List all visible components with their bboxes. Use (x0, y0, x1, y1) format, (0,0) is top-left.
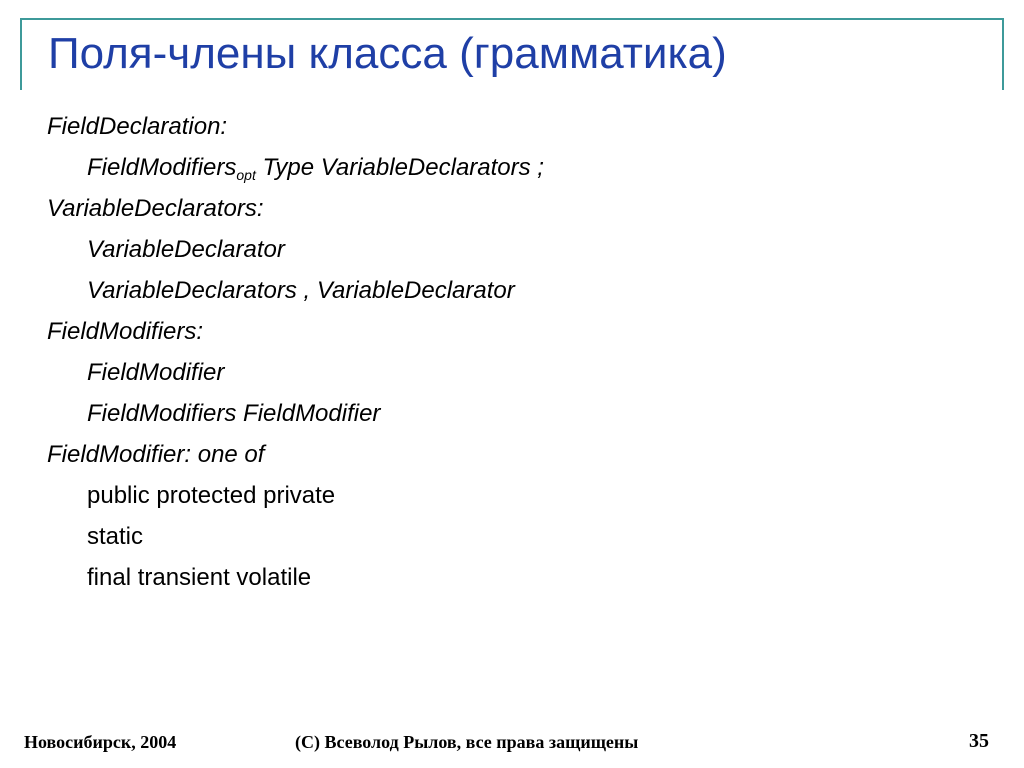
field-declaration-rule-part2: Type VariableDeclarators ; (255, 154, 544, 181)
field-modifiers-rule2: FieldModifiers FieldModifier (87, 400, 381, 427)
field-modifiers-rule1: FieldModifier (87, 359, 225, 386)
field-modifier-head: FieldModifier: one of (47, 441, 265, 468)
footer-location: Новосибирск, 2004 (24, 732, 177, 752)
variable-declarators-rule2: VariableDeclarators , VariableDeclarator (87, 277, 515, 304)
field-declaration-rule (47, 147, 987, 188)
grammar-body (47, 106, 987, 598)
variable-declarators-rule1: VariableDeclarator (87, 236, 285, 263)
field-declaration-head: FieldDeclaration: (47, 113, 228, 140)
title-frame-right-line (1002, 18, 1004, 90)
title-frame-left-line (20, 18, 22, 90)
opt-subscript: opt (236, 167, 256, 183)
variable-declarators-head: VariableDeclarators: (47, 195, 264, 222)
field-modifiers-head: FieldModifiers: (47, 318, 204, 345)
page-number: 35 (969, 730, 989, 752)
field-declaration-rule-part1: FieldModifiers (87, 154, 237, 181)
slide-title: Поля-члены класса (грамматика) (48, 29, 727, 78)
field-modifier-values-3: final transient volatile (87, 564, 312, 591)
title-frame-top-line (20, 18, 1004, 20)
field-modifier-values-1: public protected private (87, 482, 336, 509)
field-modifier-values-2: static (87, 523, 144, 550)
footer-copyright: (C) Всеволод Рылов, все права защищены (295, 732, 639, 752)
